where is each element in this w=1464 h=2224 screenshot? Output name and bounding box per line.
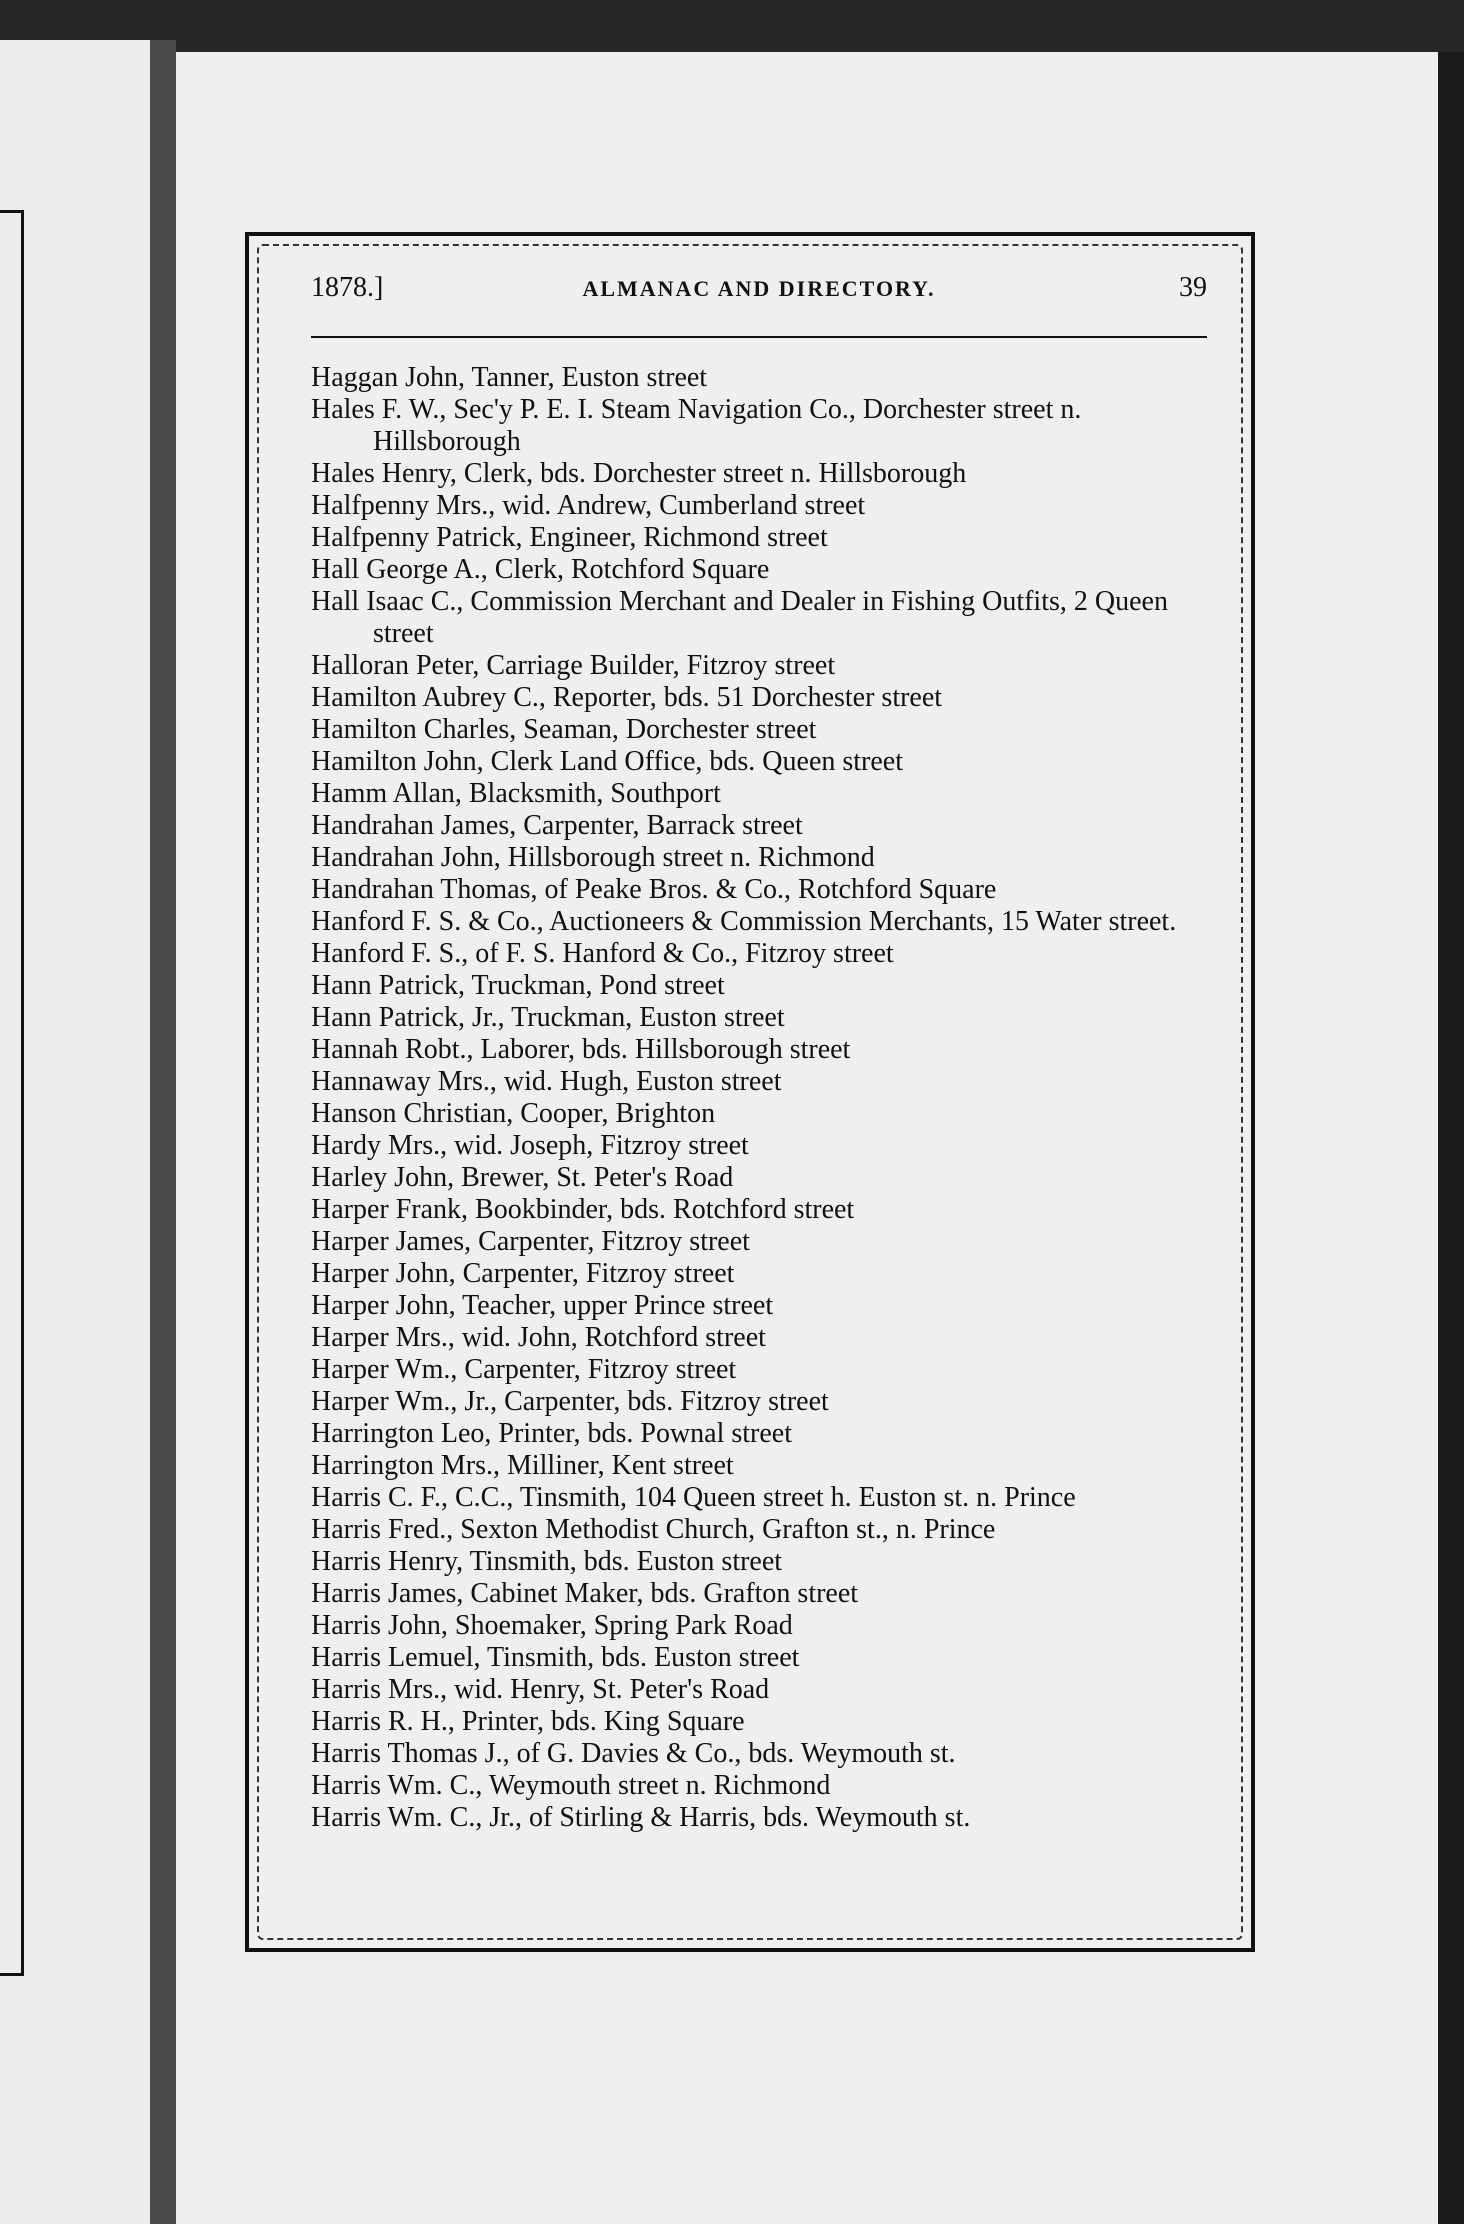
directory-entry: Handrahan John, Hillsborough street n. Richmond <box>311 842 875 873</box>
directory-entries <box>311 362 1225 1834</box>
directory-entry: Harper Frank, Bookbinder, bds. Rotchford street <box>311 1194 855 1225</box>
page-frame <box>245 232 1255 1952</box>
directory-entry: Harris Mrs., wid. Henry, St. Peter's Road <box>311 1674 770 1705</box>
directory-entry: Harris John, Shoemaker, Spring Park Road <box>311 1610 793 1641</box>
directory-entry: Hann Patrick, Truckman, Pond street <box>311 970 725 1001</box>
directory-entry: Handrahan Thomas, of Peake Bros. & Co., Rotchford Square <box>311 874 997 905</box>
directory-entry: Harris James, Cabinet Maker, bds. Grafton street <box>311 1578 859 1609</box>
directory-entry: Hanson Christian, Cooper, Brighton <box>311 1098 716 1129</box>
header-rule <box>311 336 1207 338</box>
page-edge-shadow <box>1438 52 1464 2224</box>
book-gutter <box>150 40 176 2224</box>
left-page <box>0 40 150 2224</box>
running-header <box>311 272 1207 312</box>
directory-entry: Hannah Robt., Laborer, bds. Hillsborough street <box>311 1034 851 1065</box>
directory-entry: Harris C. F., C.C., Tinsmith, 104 Queen street h. Euston st. n. Prince <box>311 1482 1076 1513</box>
header-title: ALMANAC AND DIRECTORY. <box>582 276 936 301</box>
directory-entry: Haggan John, Tanner, Euston street <box>311 362 708 393</box>
directory-entry: Hamilton John, Clerk Land Office, bds. Queen street <box>311 746 904 777</box>
directory-entry: Halloran Peter, Carriage Builder, Fitzroy street <box>311 650 836 681</box>
directory-entry: Hamilton Charles, Seaman, Dorchester street <box>311 714 817 745</box>
directory-entry: Harper Wm., Carpenter, Fitzroy street <box>311 1354 737 1385</box>
directory-entry: Harris Wm. C., Weymouth street n. Richmond <box>311 1770 831 1801</box>
left-page-border <box>0 210 24 1976</box>
directory-entry: Hanford F. S., of F. S. Hanford & Co., Fitzroy street <box>311 938 894 969</box>
directory-entry: Harris Wm. C., Jr., of Stirling & Harris, bds. Weymouth st. <box>311 1802 971 1833</box>
directory-entry: Halfpenny Mrs., wid. Andrew, Cumberland street <box>311 490 866 521</box>
header-year: 1878.] <box>311 272 384 303</box>
directory-entry: Hamilton Aubrey C., Reporter, bds. 51 Dorchester street <box>311 682 943 713</box>
directory-entry: Harper Wm., Jr., Carpenter, bds. Fitzroy street <box>311 1386 829 1417</box>
directory-entry: Harris Thomas J., of G. Davies & Co., bds. Weymouth st. <box>311 1738 956 1769</box>
directory-entry: Hales Henry, Clerk, bds. Dorchester street n. Hillsborough <box>311 458 967 489</box>
page-number: 39 <box>1179 272 1207 303</box>
directory-entry: Harley John, Brewer, St. Peter's Road <box>311 1162 734 1193</box>
directory-entry: Harper John, Teacher, upper Prince street <box>311 1290 774 1321</box>
directory-entry: Harper James, Carpenter, Fitzroy street <box>311 1226 750 1257</box>
directory-entry: Hannaway Mrs., wid. Hugh, Euston street <box>311 1066 782 1097</box>
directory-entry: Harper John, Carpenter, Fitzroy street <box>311 1258 735 1289</box>
directory-entry: Hales F. W., Sec'y P. E. I. Steam Navigation Co., Dorchester street n. Hillsborough <box>311 394 1082 457</box>
directory-entry: Harris Fred., Sexton Methodist Church, Grafton st., n. Prince <box>311 1514 996 1545</box>
directory-entry: Harris Henry, Tinsmith, bds. Euston street <box>311 1546 783 1577</box>
directory-entry: Halfpenny Patrick, Engineer, Richmond street <box>311 522 828 553</box>
directory-entry: Handrahan James, Carpenter, Barrack street <box>311 810 803 841</box>
directory-entry: Harris R. H., Printer, bds. King Square <box>311 1706 745 1737</box>
directory-entry: Harrington Mrs., Milliner, Kent street <box>311 1450 734 1481</box>
directory-entry: Hann Patrick, Jr., Truckman, Euston street <box>311 1002 785 1033</box>
directory-entry: Hardy Mrs., wid. Joseph, Fitzroy street <box>311 1130 749 1161</box>
directory-entry: Hanford F. S. & Co., Auctioneers & Commission Merchants, 15 Water street. <box>311 906 1177 937</box>
directory-entry: Hall George A., Clerk, Rotchford Square <box>311 554 770 585</box>
directory-entry: Harper Mrs., wid. John, Rotchford street <box>311 1322 766 1353</box>
directory-entry: Harrington Leo, Printer, bds. Pownal street <box>311 1418 793 1449</box>
directory-entry: Hamm Allan, Blacksmith, Southport <box>311 778 721 809</box>
directory-entry: Harris Lemuel, Tinsmith, bds. Euston street <box>311 1642 800 1673</box>
directory-entry: Hall Isaac C., Commission Merchant and Dealer in Fishing Outfits, 2 Queen street <box>311 586 1168 649</box>
